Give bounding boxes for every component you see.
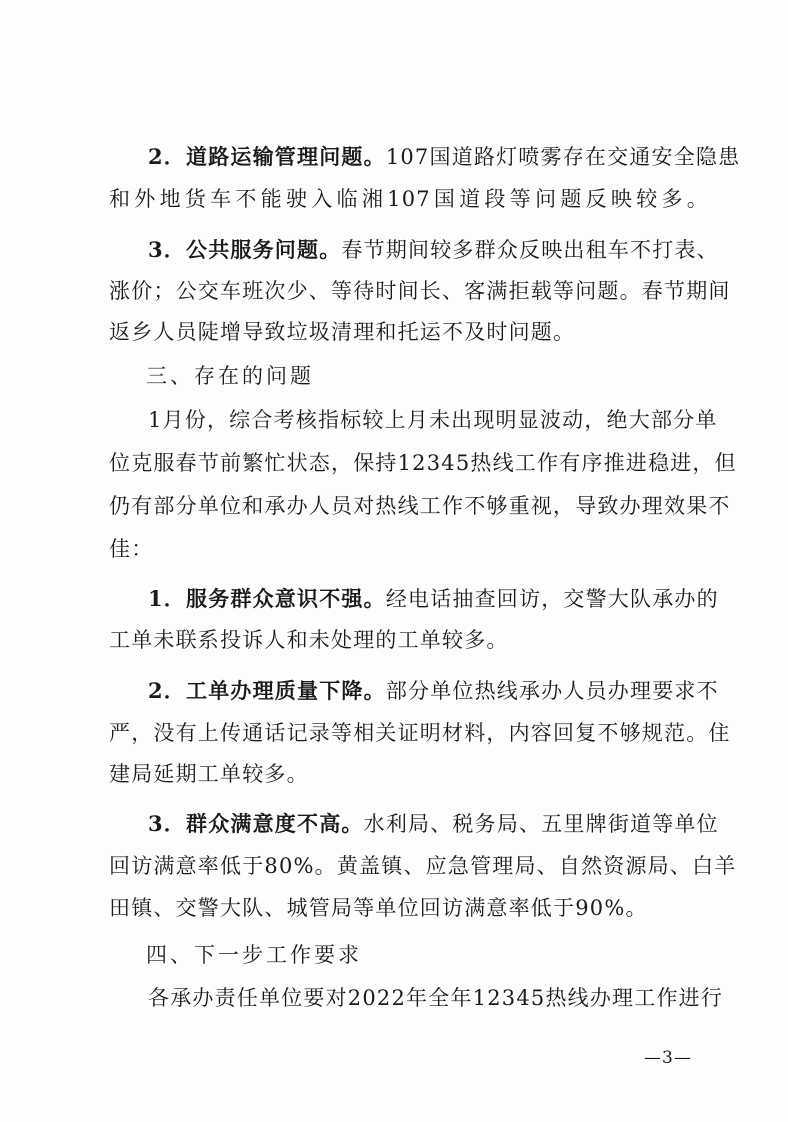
item-3-title: 3．群众满意度不高。 xyxy=(148,811,364,836)
road-issue-line-1 xyxy=(148,144,741,169)
item-2-title: 2．工单办理质量下降。 xyxy=(148,678,386,703)
item-2-line-3: 建局延期工单较多。 xyxy=(109,762,309,786)
item-2-text: 部分单位热线承办人员办理要求不 xyxy=(385,679,719,703)
item-1-title: 1．服务群众意识不强。 xyxy=(148,586,386,611)
section-3-heading: 三、存在的问题 xyxy=(146,364,314,388)
section-4-heading: 四、下一步工作要求 xyxy=(146,943,362,967)
item-2-line-2: 严，没有上传通话记录等相关证明材料，内容回复不够规范。住 xyxy=(109,721,731,745)
item-1-line-2: 工单未联系投诉人和未处理的工单较多。 xyxy=(109,628,509,652)
item-3-line-2: 回访满意率低于80%。黄盖镇、应急管理局、自然资源局、白羊 xyxy=(109,854,737,878)
public-issue-line-2: 涨价；公交车班次少、等待时间长、客满拒载等问题。春节期间 xyxy=(109,279,731,303)
road-issue-line-2: 和外地货车不能驶入临湘107国道段等问题反映较多。 xyxy=(109,187,709,211)
item-3-line-3: 田镇、交警大队、城管局等单位回访满意率低于90%。 xyxy=(109,896,648,920)
section-3-para-line-2: 位克服春节前繁忙状态，保持12345热线工作有序推进稳进，但 xyxy=(109,451,737,475)
page-number: —3— xyxy=(644,1048,692,1068)
public-issue-text: 春节期间较多群众反映出租车不打表、 xyxy=(341,238,719,262)
road-issue-title: 2．道路运输管理问题。 xyxy=(148,144,386,169)
item-3-text: 水利局、税务局、五里牌街道等单位 xyxy=(363,812,719,836)
item-2-line-1 xyxy=(148,678,719,703)
section-3-para-line-3: 仍有部分单位和承办人员对热线工作不够重视，导致办理效果不 xyxy=(109,494,731,518)
item-3-line-1 xyxy=(148,811,719,836)
public-issue-line-3: 返乡人员陡增导致垃圾清理和托运不及时问题。 xyxy=(109,320,576,344)
road-issue-text: 107国道路灯喷雾存在交通安全隐患 xyxy=(385,145,741,169)
item-1-text: 经电话抽查回访，交警大队承办的 xyxy=(385,587,719,611)
item-1-line-1 xyxy=(148,586,719,611)
section-4-para-line-1: 各承办责任单位要对2022年全年12345热线办理工作进行 xyxy=(148,986,724,1010)
public-issue-line-1 xyxy=(148,237,719,262)
section-3-para-line-4: 佳： xyxy=(109,537,154,561)
public-issue-title: 3．公共服务问题。 xyxy=(148,237,342,262)
section-3-para-line-1: 1月份，综合考核指标较上月未出现明显波动，绝大部分单 xyxy=(148,408,718,432)
